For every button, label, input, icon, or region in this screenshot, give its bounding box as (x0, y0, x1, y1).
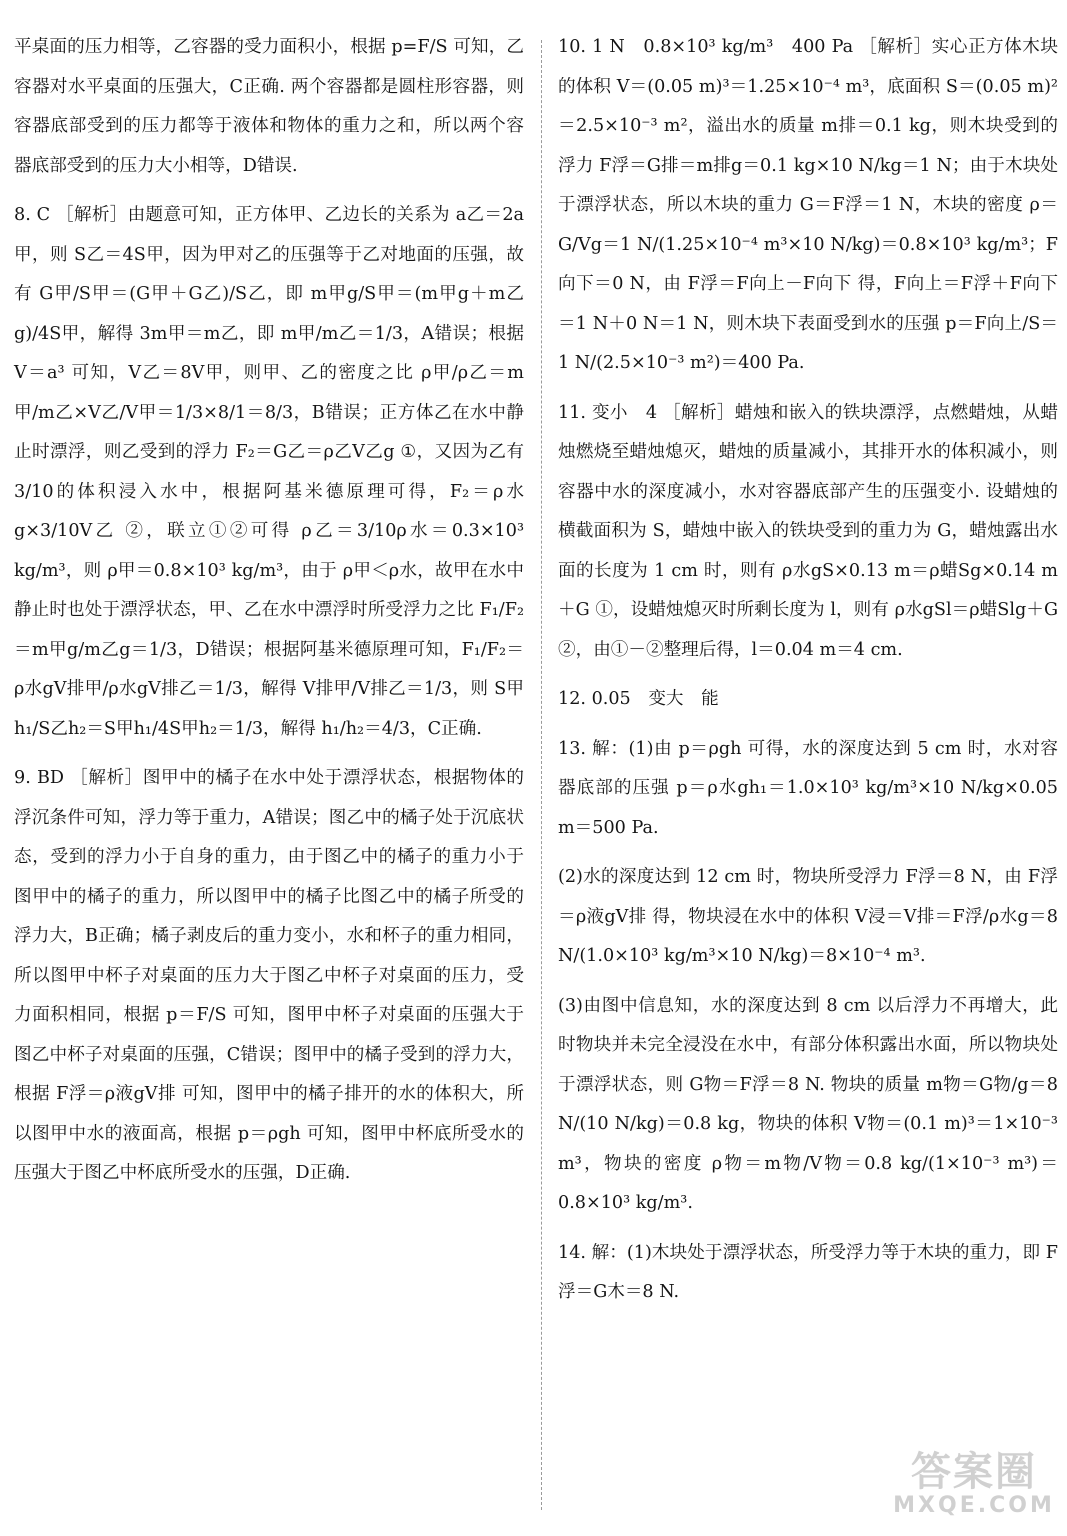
answer-12: 12. 0.05 变大 能 (558, 689, 719, 709)
answer-13-part-3: (3)由图中信息知，水的深度达到 8 cm 以后浮力不再增大，此时物块并未完全浸没在水中，有部分体积露出水面，所以物块处于漂浮状态，则 G物＝F浮＝8 N. 物块的质量 m物＝G物/g＝8 N/(10 N/kg)＝0.8 kg，物块的体积 V物＝(0.1 m)³＝1×10⁻³ m³，物块的密度 ρ物＝m物/V物＝0.8 kg/(1×10⁻³ m³)＝0.8×10³ kg/m³. (558, 995, 1058, 1213)
watermark-logo (889, 1450, 1059, 1530)
answer-10: 10. 1 N 0.8×10³ kg/m³ 400 Pa ［解析］实心正方体木块的体积 V＝(0.05 m)³＝1.25×10⁻⁴ m³，底面积 S＝(0.05 m)²＝2.5×10⁻³ m²，溢出水的质量 m排＝0.1 kg，则木块受到的浮力 F浮＝G排＝m排g＝0.1 kg×10 N/kg＝1 N；由于木块处于漂浮状态，所以木块的重力 G＝F浮＝1 N，木块的密度 ρ＝G/Vg＝1 N/(1.25×10⁻⁴ m³×10 N/kg)＝0.8×10³ kg/m³；F向下＝0 N，由 F浮＝F向上－F向下 得，F向上＝F浮＋F向下＝1 N＋0 N＝1 N，则木块下表面受到水的压强 p＝F向上/S＝1 N/(2.5×10⁻³ m²)＝400 Pa. (558, 37, 1058, 373)
answer-8: 8. C ［解析］由题意可知，正方体甲、乙边长的关系为 a乙＝2a甲，则 S乙＝4S甲，因为甲对乙的压强等于乙对地面的压强，故有 G甲/S甲＝(G甲＋G乙)/S乙，即 m甲g/S甲＝(m甲g＋m乙g)/4S甲，解得 3m甲＝m乙，即 m甲/m乙＝1/3，A错误；根据 V＝a³ 可知，V乙＝8V甲，则甲、乙的密度之比 ρ甲/ρ乙＝m甲/m乙×V乙/V甲＝1/3×8/1＝8/3，B错误；正方体乙在水中静止时漂浮，则乙受到的浮力 F₂＝G乙＝ρ乙V乙g ①，又因为乙有3/10的体积浸入水中，根据阿基米德原理可得，F₂＝ρ水g×3/10V乙 ②，联立①②可得 ρ乙＝3/10ρ水＝0.3×10³ kg/m³，则 ρ甲＝0.8×10³ kg/m³，由于 ρ甲＜ρ水，故甲在水中静止时也处于漂浮状态，甲、乙在水中漂浮时所受浮力之比 F₁/F₂＝m甲g/m乙g＝1/3，D错误；根据阿基米德原理可知，F₁/F₂＝ρ水gV排甲/ρ水gV排乙＝1/3，解得 V排甲/V排乙＝1/3，则 S甲h₁/S乙h₂＝S甲h₁/4S甲h₂＝1/3，解得 h₁/h₂＝4/3，C正确. (14, 205, 524, 739)
answer-13-part-2: (2)水的深度达到 12 cm 时，物块所受浮力 F浮＝8 N，由 F浮＝ρ液gV排 得，物块浸在水中的体积 V浸＝V排＝F浮/ρ水g＝8 N/(1.0×10³ kg/m³×10 N/kg)＝8×10⁻⁴ m³. (558, 867, 1058, 966)
watermark-url: MXQE.COM (893, 1493, 1055, 1518)
left-column (14, 28, 524, 1204)
answer-14: 14. 解：(1)木块处于漂浮状态，所受浮力等于木块的重力，即 F浮＝G木＝8 N. (558, 1242, 1058, 1302)
column-divider (541, 40, 542, 1510)
right-column (558, 28, 1058, 1323)
answer-11: 11. 变小 4 ［解析］蜡烛和嵌入的铁块漂浮，点燃蜡烛，从蜡烛燃烧至蜡烛熄灭，蜡烛的质量减小，其排开水的体积减小，则容器中水的深度减小，水对容器底部产生的压强变小. 设蜡烛的横截面积为 S，蜡烛中嵌入的铁块受到的重力为 G，蜡烛露出水面的长度为 1 cm 时，则有 ρ水gS×0.13 m＝ρ蜡Sg×0.14 m＋G ①，设蜡烛熄灭时所剩长度为 l，则有 ρ水gSl＝ρ蜡Slg＋G ②，由①－②整理后得，l＝0.04 m＝4 cm. (558, 402, 1058, 660)
watermark-text: 答案圈 (911, 1449, 1037, 1495)
paragraph-continuation: 平桌面的压力相等，乙容器的受力面积小，根据 p=F/S 可知，乙容器对水平桌面的压强大，C正确. 两个容器都是圆柱形容器，则容器底部受到的压力都等于液体和物体的重力之和，所以两个容器底部受到的压力大小相等，D错误. (14, 37, 524, 176)
answer-13-part-1: 13. 解：(1)由 p＝ρgh 可得，水的深度达到 5 cm 时，水对容器底部的压强 p＝ρ水gh₁＝1.0×10³ kg/m³×10 N/kg×0.05 m＝500 Pa. (558, 738, 1058, 838)
answer-9: 9. BD ［解析］图甲中的橘子在水中处于漂浮状态，根据物体的浮沉条件可知，浮力等于重力，A错误；图乙中的橘子处于沉底状态，受到的浮力小于自身的重力，由于图乙中的橘子的重力小于图甲中的橘子的重力，所以图甲中的橘子比图乙中的橘子所受的浮力大，B正确；橘子剥皮后的重力变小，水和杯子的重力相同，所以图甲中杯子对桌面的压力大于图乙中杯子对桌面的压力，受力面积相同，根据 p＝F/S 可知，图甲中杯子对桌面的压强大于图乙中杯子对桌面的压强，C错误；图甲中的橘子受到的浮力大，根据 F浮＝ρ液gV排 可知，图甲中的橘子排开的水的体积大，所以图甲中水的液面高，根据 p＝ρgh 可知，图甲中杯底所受水的压强大于图乙中杯底所受水的压强，D正确. (14, 768, 524, 1183)
